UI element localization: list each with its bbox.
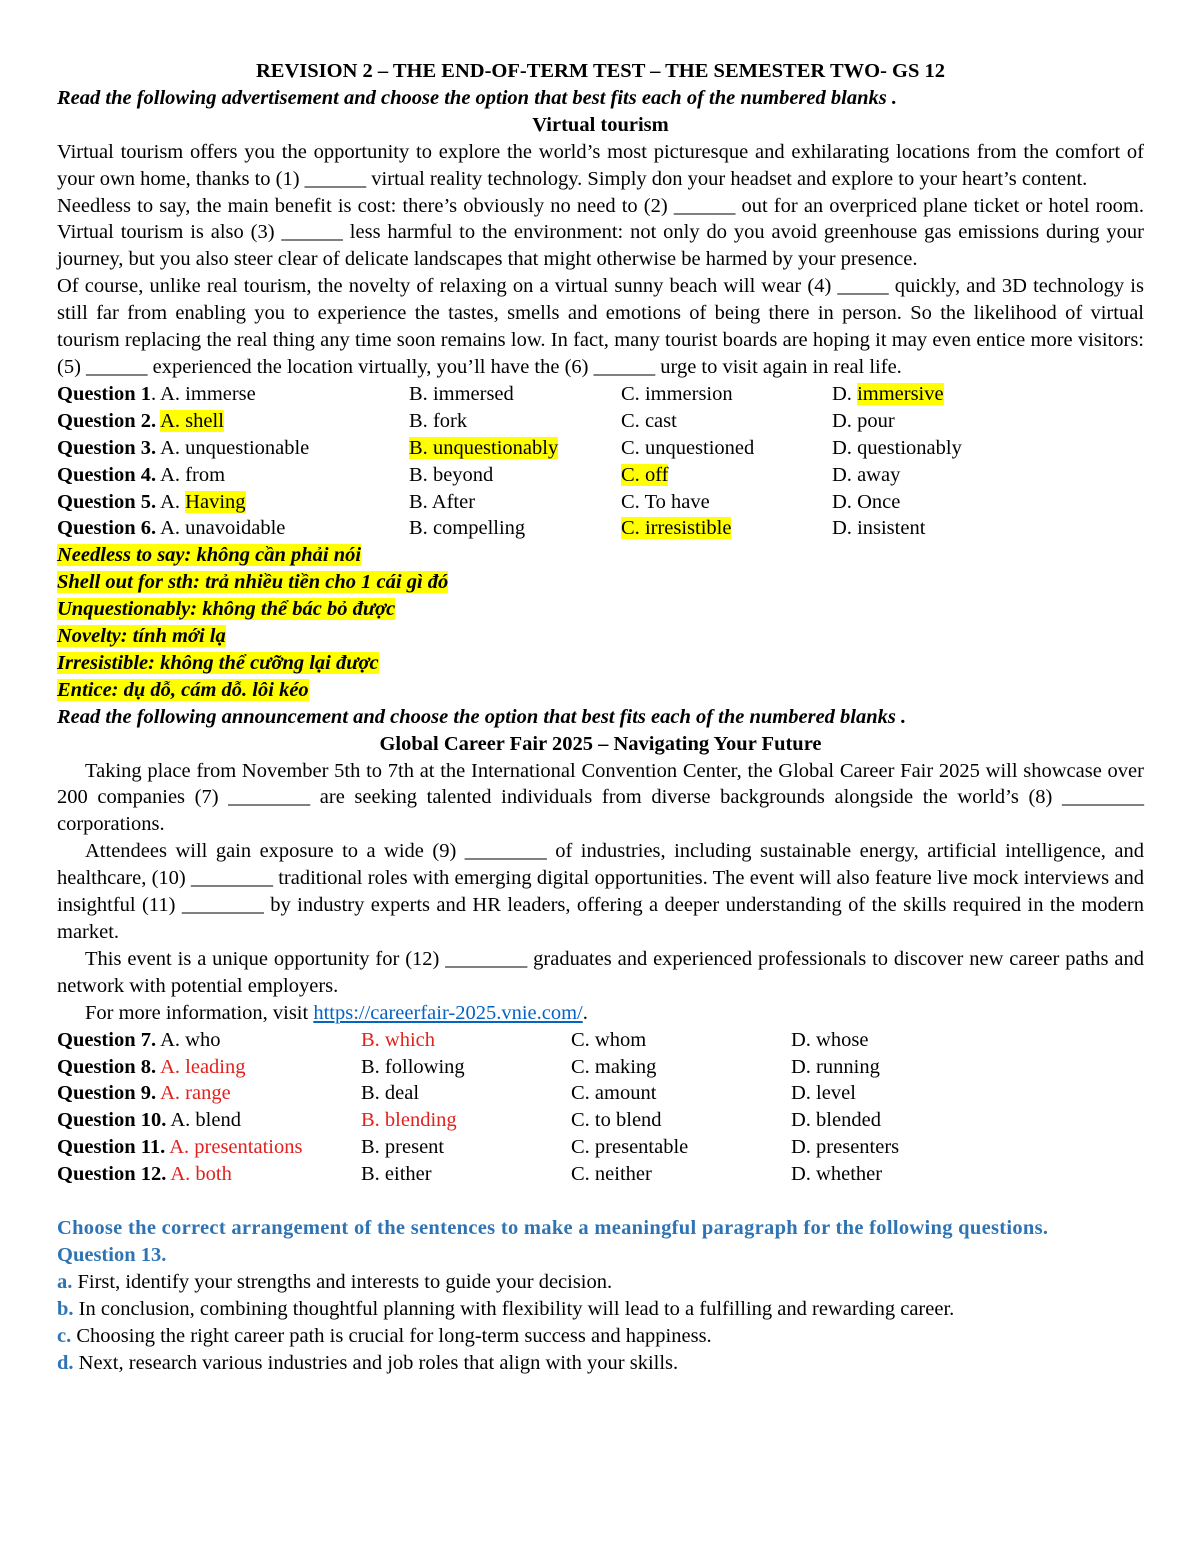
option-c: C. presentable bbox=[571, 1136, 689, 1159]
instruction-announcement: Read the following announcement and choose the option that best fits each of the numbered blanks . bbox=[57, 705, 907, 728]
question-label: Question 11. bbox=[57, 1136, 166, 1159]
questions-1-6 bbox=[57, 381, 1144, 542]
option-a-answer: A. shell bbox=[160, 409, 224, 432]
option-a-answer: A. range bbox=[160, 1082, 231, 1105]
option-c: C. immersion bbox=[621, 382, 733, 405]
instruction-advertisement: Read the following advertisement and choose the option that best fits each of the numbered blanks . bbox=[57, 86, 897, 109]
option-a-answer: A. leading bbox=[160, 1055, 246, 1078]
option-b: B. following bbox=[361, 1055, 465, 1078]
option-d: D. away bbox=[832, 463, 901, 486]
option-d: D. Once bbox=[832, 490, 901, 513]
option-c: C. cast bbox=[621, 409, 677, 432]
question-label: Question 10. bbox=[57, 1109, 167, 1132]
option-a-answer: A. both bbox=[170, 1163, 232, 1186]
option-b-answer: B. which bbox=[361, 1028, 436, 1051]
question-label: Question 1 bbox=[57, 382, 151, 405]
question-row bbox=[57, 1080, 1144, 1107]
option-c: C. whom bbox=[571, 1028, 647, 1051]
option-c: C. amount bbox=[571, 1082, 657, 1105]
vocab-item: Unquestionably: không thể bác bỏ được bbox=[57, 598, 396, 621]
option-a-answer: Having bbox=[185, 490, 246, 513]
question-row: Question 6. A. unavoidable B. compelling C. irresistible D. insistent bbox=[57, 515, 1144, 542]
option-c-answer: C. irresistible bbox=[621, 517, 732, 540]
vocab-item: Shell out for sth: trả nhiều tiền cho 1 cái gì đó bbox=[57, 571, 449, 594]
question-label: Question 2. bbox=[57, 409, 157, 432]
passage1-title: Virtual tourism bbox=[532, 113, 669, 136]
option-d: D. insistent bbox=[832, 517, 926, 540]
question-13-label: Question 13. bbox=[57, 1243, 167, 1266]
option-d-answer: D. immersive bbox=[832, 382, 944, 405]
passage2-paragraph-1: Taking place from November 5th to 7th at the International Convention Center, the Global Career Fair 2025 will showcase over 200 companies (7) ________ are seeking talented individuals from diverse backgrounds alongside the world’s (8) ________ corporations. bbox=[57, 759, 1144, 836]
option-b: B. immersed bbox=[409, 382, 514, 405]
passage2-paragraph-2: Attendees will gain exposure to a wide (9) ________ of industries, including sustainable energy, artificial intelligence, and healthcare, (10) ________ traditional roles with emerging digital opportunities. The event will also feature live mock interviews and insightful (11) ________ by industry experts and HR leaders, offering a deeper understanding of the skills required in the modern market. bbox=[57, 840, 1144, 943]
passage1-paragraph-3: Of course, unlike real tourism, the novelty of relaxing on a virtual sunny beach will wear (4) _____ quickly, and 3D technology is still far from enabling you to experience the tastes, smells and emotions of being there in person. So the likelihood of virtual tourism replacing the real thing any time soon remains low. In fact, many tourist boards are hoping it may even entice more visitors: (5) ______ experienced the location virtually, you’ll have the (6) ______ urge to visit again in real life. bbox=[57, 275, 1144, 378]
option-b: B. deal bbox=[361, 1082, 420, 1105]
vocab-item: Entice: dụ dỗ, cám dỗ. lôi kéo bbox=[57, 678, 309, 701]
document-page bbox=[57, 58, 1144, 1377]
option-c: C. to blend bbox=[571, 1109, 662, 1132]
vocab-item: Irresistible: không thể cưỡng lại được bbox=[57, 651, 379, 674]
question-row bbox=[57, 1054, 1144, 1081]
vocab-item: Needless to say: không cần phải nói bbox=[57, 544, 362, 567]
question-label: Question 6. bbox=[57, 517, 157, 540]
instruction-arrangement: Choose the correct arrangement of the sentences to make a meaningful paragraph for the following questions. bbox=[57, 1217, 1049, 1240]
option-d: D. level bbox=[791, 1082, 856, 1105]
question-label: Question 8. bbox=[57, 1055, 157, 1078]
option-a-answer: A. presentations bbox=[169, 1136, 303, 1159]
questions-7-12 bbox=[57, 1027, 1144, 1188]
option-b: B. fork bbox=[409, 409, 468, 432]
question-row: Question 3. A. unquestionable B. unquestionably C. unquestioned D. questionably bbox=[57, 435, 1144, 462]
passage2-paragraph-4: For more information, visit https://careerfair-2025.vnie.com/. bbox=[85, 1001, 588, 1024]
question-label: Question 9. bbox=[57, 1082, 157, 1105]
option-d: D. presenters bbox=[791, 1136, 900, 1159]
vocabulary-notes bbox=[57, 542, 1144, 703]
arrangement-item: d. Next, research various industries and job roles that align with your skills. bbox=[57, 1351, 679, 1374]
option-d: D. pour bbox=[832, 409, 895, 432]
page-title: REVISION 2 – THE END-OF-TERM TEST – THE SEMESTER TWO- GS 12 bbox=[255, 60, 945, 82]
option-c: C. making bbox=[571, 1055, 657, 1078]
question-row: Question 5. A. Having B. After C. To have D. Once bbox=[57, 489, 1144, 516]
option-b: B. present bbox=[361, 1136, 445, 1159]
passage2-paragraph-3: This event is a unique opportunity for (12) ________ graduates and experienced professionals to discover new career paths and network with potential employers. bbox=[57, 947, 1144, 997]
passage1-paragraph-2: Needless to say, the main benefit is cost: there’s obviously no need to (2) ______ out for an overpriced plane ticket or hotel room. Virtual tourism is also (3) ______ less harmful to the environment: not only do you avoid greenhouse gas emissions during your journey, but you also steer clear of delicate landscapes that might otherwise be harmed by your presence. bbox=[57, 194, 1144, 271]
option-b: B. beyond bbox=[409, 463, 494, 486]
career-fair-link[interactable]: https://careerfair-2025.vnie.com/ bbox=[313, 1001, 583, 1024]
question-row bbox=[57, 1161, 1144, 1188]
option-c: C. neither bbox=[571, 1163, 652, 1186]
option-b: B. either bbox=[361, 1163, 432, 1186]
passage2-title: Global Career Fair 2025 – Navigating Your Future bbox=[379, 732, 822, 755]
question-label: Question 12. bbox=[57, 1163, 167, 1186]
option-b-answer: B. blending bbox=[361, 1109, 457, 1132]
question-row bbox=[57, 1027, 1144, 1054]
option-c: C. To have bbox=[621, 490, 710, 513]
vocab-item: Novelty: tính mới lạ bbox=[57, 625, 226, 648]
option-d: D. questionably bbox=[832, 436, 962, 459]
passage1-paragraph-1: Virtual tourism offers you the opportunity to explore the world’s most picturesque and exhilarating locations from the comfort of your own home, thanks to (1) ______ virtual reality technology. Simply don your headset and explore to your heart’s content. bbox=[57, 140, 1144, 190]
question-row: Question 4. A. from B. beyond C. off D. away bbox=[57, 462, 1144, 489]
question-row bbox=[57, 1134, 1144, 1161]
option-d: D. running bbox=[791, 1055, 880, 1078]
question-label: Question 3. bbox=[57, 436, 157, 459]
arrangement-item: b. In conclusion, combining thoughtful planning with flexibility will lead to a fulfilling and rewarding career. bbox=[57, 1297, 955, 1320]
question-row bbox=[57, 1107, 1144, 1134]
arrangement-item: c. Choosing the right career path is crucial for long-term success and happiness. bbox=[57, 1324, 712, 1347]
option-a: A. blend bbox=[170, 1109, 241, 1132]
question-row: Question 1. A. immerse B. immersed C. immersion D. immersive bbox=[57, 381, 1144, 408]
option-d: D. whether bbox=[791, 1163, 883, 1186]
arrangement-item: a. First, identify your strengths and interests to guide your decision. bbox=[57, 1270, 613, 1293]
option-d: D. whose bbox=[791, 1028, 869, 1051]
option-b-answer: B. unquestionably bbox=[409, 436, 559, 459]
option-c-answer: C. off bbox=[621, 463, 669, 486]
question-row bbox=[57, 408, 1144, 435]
option-b: B. After bbox=[409, 490, 476, 513]
question-label: Question 5. bbox=[57, 490, 157, 513]
option-b: B. compelling bbox=[409, 517, 526, 540]
question-label: Question 4. bbox=[57, 463, 157, 486]
option-c: C. unquestioned bbox=[621, 436, 755, 459]
option-d: D. blended bbox=[791, 1109, 881, 1132]
option-a: A. who bbox=[160, 1028, 221, 1051]
question-label: Question 7. bbox=[57, 1028, 157, 1051]
